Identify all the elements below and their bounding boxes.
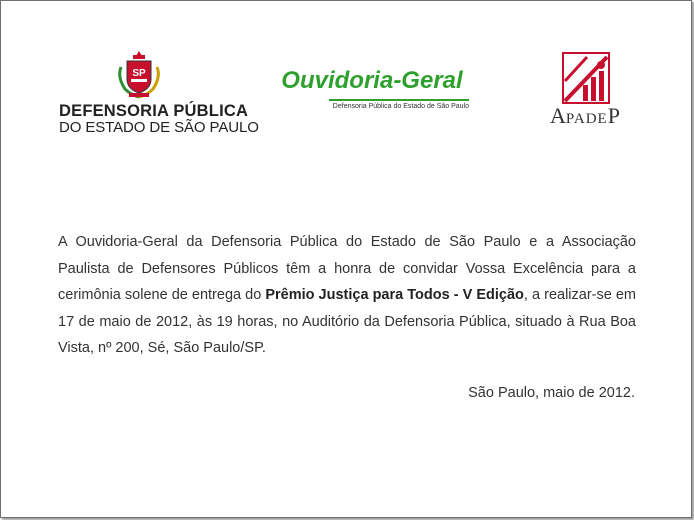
ouvidoria-divider xyxy=(329,99,469,101)
invitation-text: A Ouvidoria-Geral da Defensoria Pública do Estado de São Paulo e a Associação Paulista de Defensores Públicos têm a honra de convidar Vossa Excelência para a cerimônia solene de entrega do Prêmio Justiça para Todos - V Edição, a realizar-se em 17 de maio de 2012, às 19 horas, no Auditório da Defensoria Pública, situado à Rua Boa Vista, nº 200, Sé, São Paulo/SP. xyxy=(58,234,637,356)
apadep-logo xyxy=(533,51,643,131)
apadep-emblem-icon xyxy=(561,51,611,105)
sao-paulo-crest-icon xyxy=(113,49,165,101)
award-name: Prêmio Justiça para Todos - V Edição xyxy=(265,287,524,303)
svg-text:SP: SP xyxy=(132,68,146,79)
ouvidoria-title: Ouvidoria-Geral xyxy=(281,67,463,94)
apadep-name: APADEP xyxy=(550,103,620,128)
defensoria-name: DEFENSORIA PÚBLICA xyxy=(59,102,249,120)
ouvidoria-geral-logo xyxy=(267,67,477,117)
defensoria-publica-logo xyxy=(59,49,259,139)
defensoria-state: DO ESTADO DE SÃO PAULO xyxy=(59,119,259,136)
ouvidoria-subtitle: Defensoria Pública do Estado de São Paulo xyxy=(332,103,469,110)
dateline: São Paulo, maio de 2012. xyxy=(468,385,635,401)
